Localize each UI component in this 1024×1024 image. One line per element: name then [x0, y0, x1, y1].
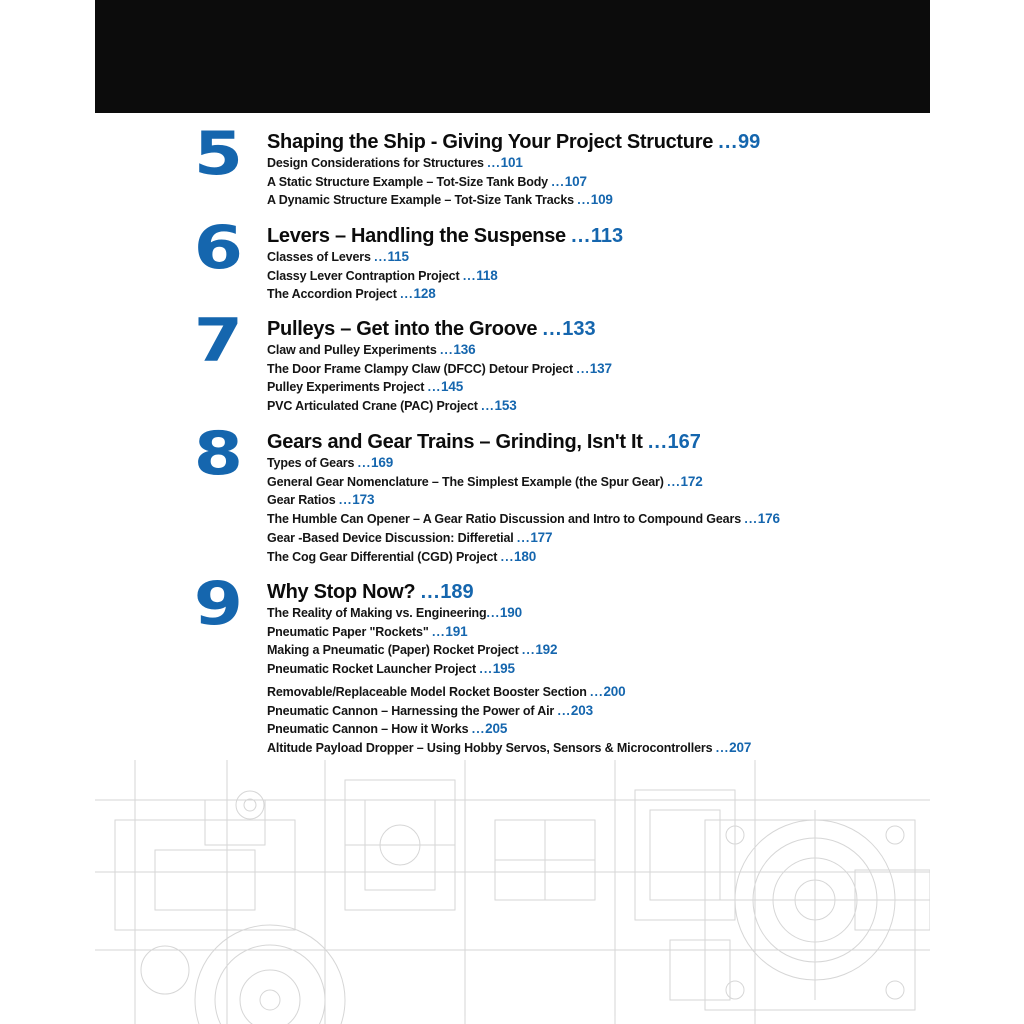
section-entry[interactable]	[267, 454, 780, 473]
leader-dots: ...	[486, 606, 500, 620]
section-title: Pneumatic Cannon – Harnessing the Power of Air	[267, 703, 555, 718]
leader-dots: ...	[439, 343, 454, 357]
chapter-title-text: Why Stop Now?	[267, 581, 416, 603]
section-page-number: 192	[535, 642, 558, 658]
section-page-number: 115	[387, 249, 409, 264]
section-entry[interactable]	[267, 285, 498, 304]
leader-dots: ...	[521, 643, 536, 658]
section-entry[interactable]	[267, 739, 751, 758]
leader-dots: ...	[500, 549, 515, 564]
header-bar	[95, 0, 930, 113]
section-page-number: 107	[564, 173, 587, 189]
chapter-title-text: Shaping the Ship - Giving Your Project Structure	[267, 131, 714, 153]
section-entry[interactable]	[267, 604, 751, 623]
leader-dots: ...	[487, 156, 501, 170]
section-entry[interactable]	[267, 360, 612, 379]
chapter-title[interactable]	[267, 317, 596, 341]
section-page-number: 137	[589, 360, 612, 376]
section-title: Classes of Levers	[267, 250, 371, 264]
section-title: The Accordion Project	[267, 287, 397, 302]
section-title: The Reality of Making vs. Engineering	[267, 606, 487, 620]
section-title: Altitude Payload Dropper – Using Hobby Servos, Sensors & Microcontrollers	[267, 740, 713, 755]
section-page-number: 109	[590, 192, 613, 208]
section-entry[interactable]	[267, 623, 751, 642]
leader-dots: ...	[481, 399, 495, 414]
section-title: The Cog Gear Differential (CGD) Project	[267, 549, 498, 564]
section-entry[interactable]	[267, 510, 780, 529]
section-entry[interactable]	[267, 191, 613, 210]
section-entry[interactable]	[267, 154, 613, 173]
section-entry[interactable]	[267, 702, 751, 721]
chapter-number: 8	[193, 419, 244, 489]
section-entry[interactable]	[267, 491, 780, 510]
section-title: Removable/Replaceable Model Rocket Booster Section	[267, 684, 587, 699]
leader-dots: ...	[551, 174, 565, 189]
leader-dots: ...	[462, 268, 477, 283]
section-entry[interactable]	[267, 397, 612, 416]
section-page-number: 136	[453, 342, 476, 357]
section-title: The Humble Can Opener – A Gear Ratio Discussion and Intro to Compound Gears	[267, 512, 742, 527]
section-entry[interactable]	[267, 341, 612, 360]
section-page-number: 173	[352, 492, 375, 508]
section-title: Making a Pneumatic (Paper) Rocket Project	[267, 643, 519, 658]
chapter-title[interactable]	[267, 430, 701, 454]
leader-dots: ...	[718, 131, 738, 153]
section-entry[interactable]	[267, 548, 780, 567]
section-entry[interactable]	[267, 378, 612, 397]
chapter-page-number: 99	[737, 131, 761, 153]
leader-dots: ...	[338, 493, 353, 508]
chapter-number: 6	[193, 213, 244, 283]
section-page-number: 195	[492, 661, 515, 677]
chapter-title[interactable]	[267, 130, 760, 154]
section-entry[interactable]	[267, 248, 498, 267]
chapter-title-text: Pulleys – Get into the Groove	[267, 318, 538, 340]
section-page-number: 101	[500, 155, 523, 170]
section-page-number: 172	[680, 473, 703, 489]
section-entry[interactable]	[267, 173, 613, 192]
section-title: Pneumatic Paper "Rockets"	[267, 624, 429, 639]
leader-dots: ...	[420, 581, 441, 603]
section-page-number: 176	[757, 511, 780, 527]
chapter-page-number: 133	[562, 318, 596, 340]
section-list	[267, 454, 780, 566]
section-title: A Dynamic Structure Example – Tot-Size Tank Tracks	[267, 193, 574, 208]
chapter-page-number: 167	[667, 431, 701, 453]
section-title: A Static Structure Example – Tot-Size Tank Body	[267, 174, 548, 189]
section-page-number: 145	[441, 379, 464, 395]
leader-dots: ...	[479, 662, 493, 677]
section-title: Design Considerations for Structures	[267, 156, 484, 170]
leader-dots: ...	[577, 193, 591, 208]
leader-dots: ...	[557, 703, 571, 718]
chapter-page-number: 113	[590, 225, 624, 247]
section-title: Gear -Based Device Discussion: Differetial	[267, 530, 514, 545]
section-page-number: 153	[494, 398, 517, 414]
section-page-number: 200	[603, 683, 626, 699]
section-page-number: 207	[729, 739, 752, 755]
leader-dots: ...	[647, 431, 668, 453]
section-page-number: 191	[445, 623, 468, 639]
section-title: Pneumatic Cannon – How it Works	[267, 722, 469, 737]
section-page-number: 177	[530, 529, 553, 545]
chapter-number: 5	[193, 119, 244, 189]
leader-dots: ...	[744, 512, 758, 527]
section-entry[interactable]	[267, 473, 780, 492]
leader-dots: ...	[431, 624, 446, 639]
toc-page	[95, 0, 930, 1024]
leader-dots: ...	[571, 225, 591, 247]
section-page-number: 203	[570, 702, 593, 718]
chapter-number: 9	[193, 569, 244, 639]
section-page-number: 118	[476, 267, 498, 283]
section-title: General Gear Nomenclature – The Simplest Example (the Spur Gear)	[267, 474, 664, 489]
chapter-title[interactable]	[267, 580, 474, 604]
leader-dots: ...	[357, 456, 372, 470]
section-title: The Door Frame Clampy Claw (DFCC) Detour Project	[267, 361, 574, 376]
section-entry[interactable]	[267, 660, 751, 679]
leader-dots: ...	[590, 684, 604, 699]
leader-dots: ...	[516, 530, 531, 545]
section-entry[interactable]	[267, 529, 780, 548]
section-page-number: 128	[413, 286, 436, 302]
leader-dots: ...	[667, 474, 681, 489]
section-page-number: 190	[499, 605, 522, 620]
chapter-page-number: 189	[440, 581, 474, 603]
chapter-title[interactable]	[267, 224, 623, 248]
chapter-title-text: Gears and Gear Trains – Grinding, Isn't It	[267, 431, 643, 453]
section-page-number: 180	[514, 548, 537, 564]
leader-dots: ...	[374, 250, 388, 264]
section-page-number: 169	[371, 455, 394, 470]
leader-dots: ...	[542, 318, 563, 340]
chapter-number: 7	[193, 306, 244, 376]
section-list	[267, 604, 751, 758]
section-page-number: 205	[485, 721, 508, 737]
section-title: Types of Gears	[267, 456, 355, 470]
chapter-title-text: Levers – Handling the Suspense	[267, 225, 566, 247]
leader-dots: ...	[576, 361, 590, 376]
section-entry[interactable]	[267, 720, 751, 739]
section-entry[interactable]	[267, 683, 751, 702]
section-list	[267, 154, 613, 210]
section-title: Classy Lever Contraption Project	[267, 268, 460, 283]
leader-dots: ...	[471, 722, 486, 737]
section-title: Pulley Experiments Project	[267, 380, 425, 395]
leader-dots: ...	[427, 380, 442, 395]
section-entry[interactable]	[267, 267, 498, 286]
blueprint-background	[95, 760, 930, 1024]
section-title: PVC Articulated Crane (PAC) Project	[267, 399, 478, 414]
section-list	[267, 341, 612, 416]
leader-dots: ...	[715, 740, 730, 755]
section-title: Pneumatic Rocket Launcher Project	[267, 662, 477, 677]
section-list	[267, 248, 498, 304]
section-title: Gear Ratios	[267, 493, 336, 508]
leader-dots: ...	[400, 287, 414, 302]
section-entry[interactable]	[267, 641, 751, 660]
section-title: Claw and Pulley Experiments	[267, 343, 437, 357]
